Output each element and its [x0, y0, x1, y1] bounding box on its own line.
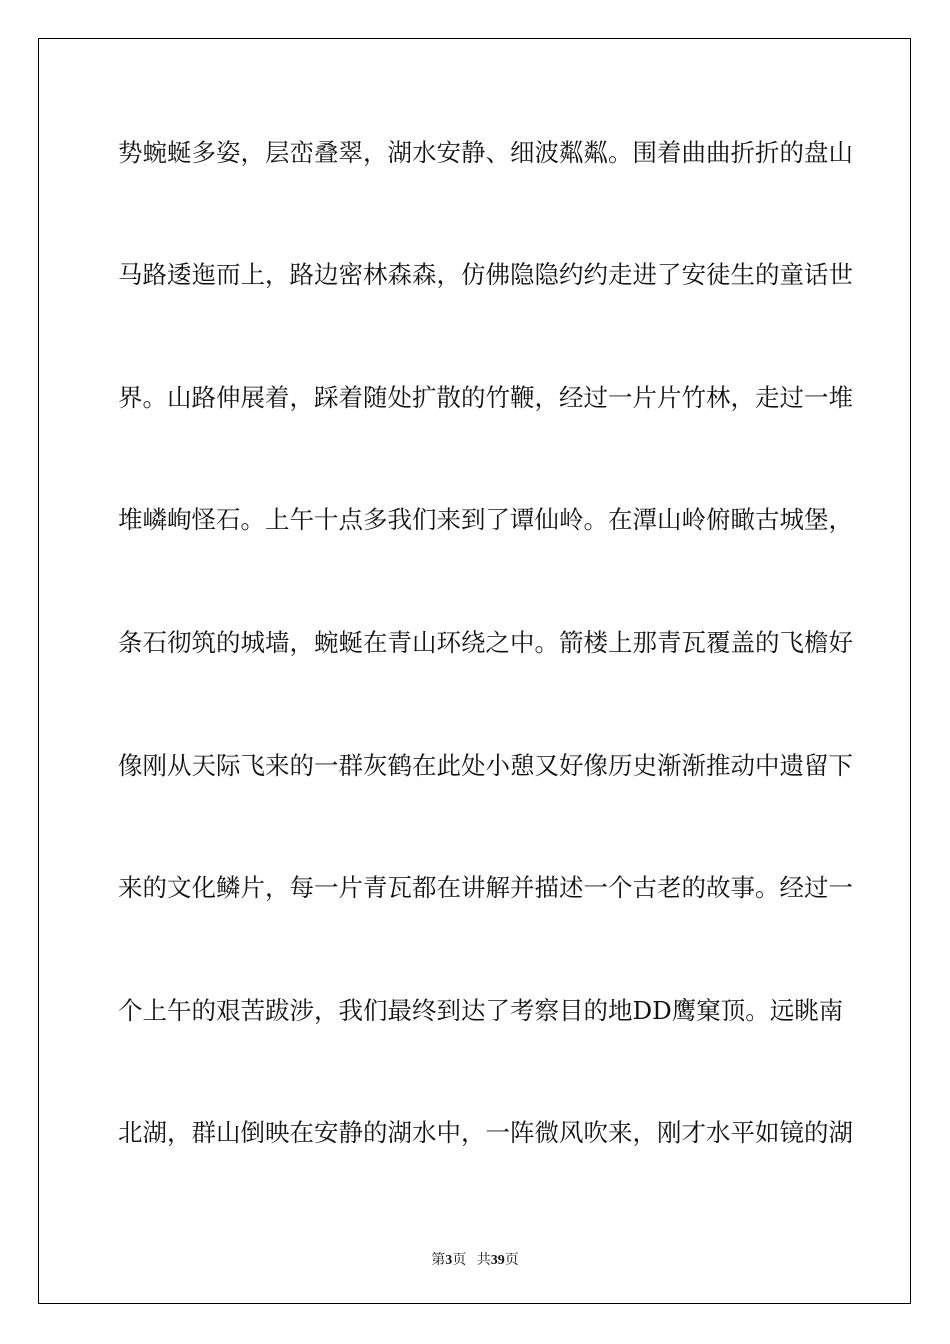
text-line: 条石彻筑的城墙，蜿蜒在青山环绕之中。箭楼上那青瓦覆盖的飞檐好 — [118, 628, 853, 657]
text-line: 势蜿蜒多姿，层峦叠翠，湖水安静、细波粼粼。围着曲曲折折的盘山 — [118, 138, 853, 167]
page-prefix: 第 — [431, 1253, 446, 1268]
total-suffix: 页 — [504, 1253, 519, 1268]
text-line: 堆嶙峋怪石。上午十点多我们来到了谭仙岭。在潭山岭俯瞰古城堡， — [118, 505, 853, 534]
page-suffix: 页 — [452, 1253, 467, 1268]
total-pages: 39 — [490, 1253, 505, 1268]
page-footer — [0, 1249, 950, 1269]
text-line: 来的文化鳞片，每一片青瓦都在讲解并描述一个古老的故事。经过一 — [118, 873, 853, 902]
total-prefix: 共 — [476, 1253, 491, 1268]
text-line: 北湖，群山倒映在安静的湖水中，一阵微风吹来，刚才水平如镜的湖 — [118, 1118, 853, 1147]
text-line: 像刚从天际飞来的一群灰鹤在此处小憩又好像历史渐渐推动中遗留下 — [118, 751, 853, 780]
page-border — [38, 38, 911, 1304]
text-line: 个上午的艰苦跋涉，我们最终到达了考察目的地DD鹰窠顶。远眺南 — [118, 996, 844, 1025]
text-line: 界。山路伸展着，踩着随处扩散的竹鞭，经过一片片竹林，走过一堆 — [118, 383, 853, 412]
page-number: 3 — [445, 1253, 453, 1268]
text-line: 马路逶迤而上，路边密林森森，仿佛隐隐约约走进了安徒生的童话世 — [118, 260, 853, 289]
